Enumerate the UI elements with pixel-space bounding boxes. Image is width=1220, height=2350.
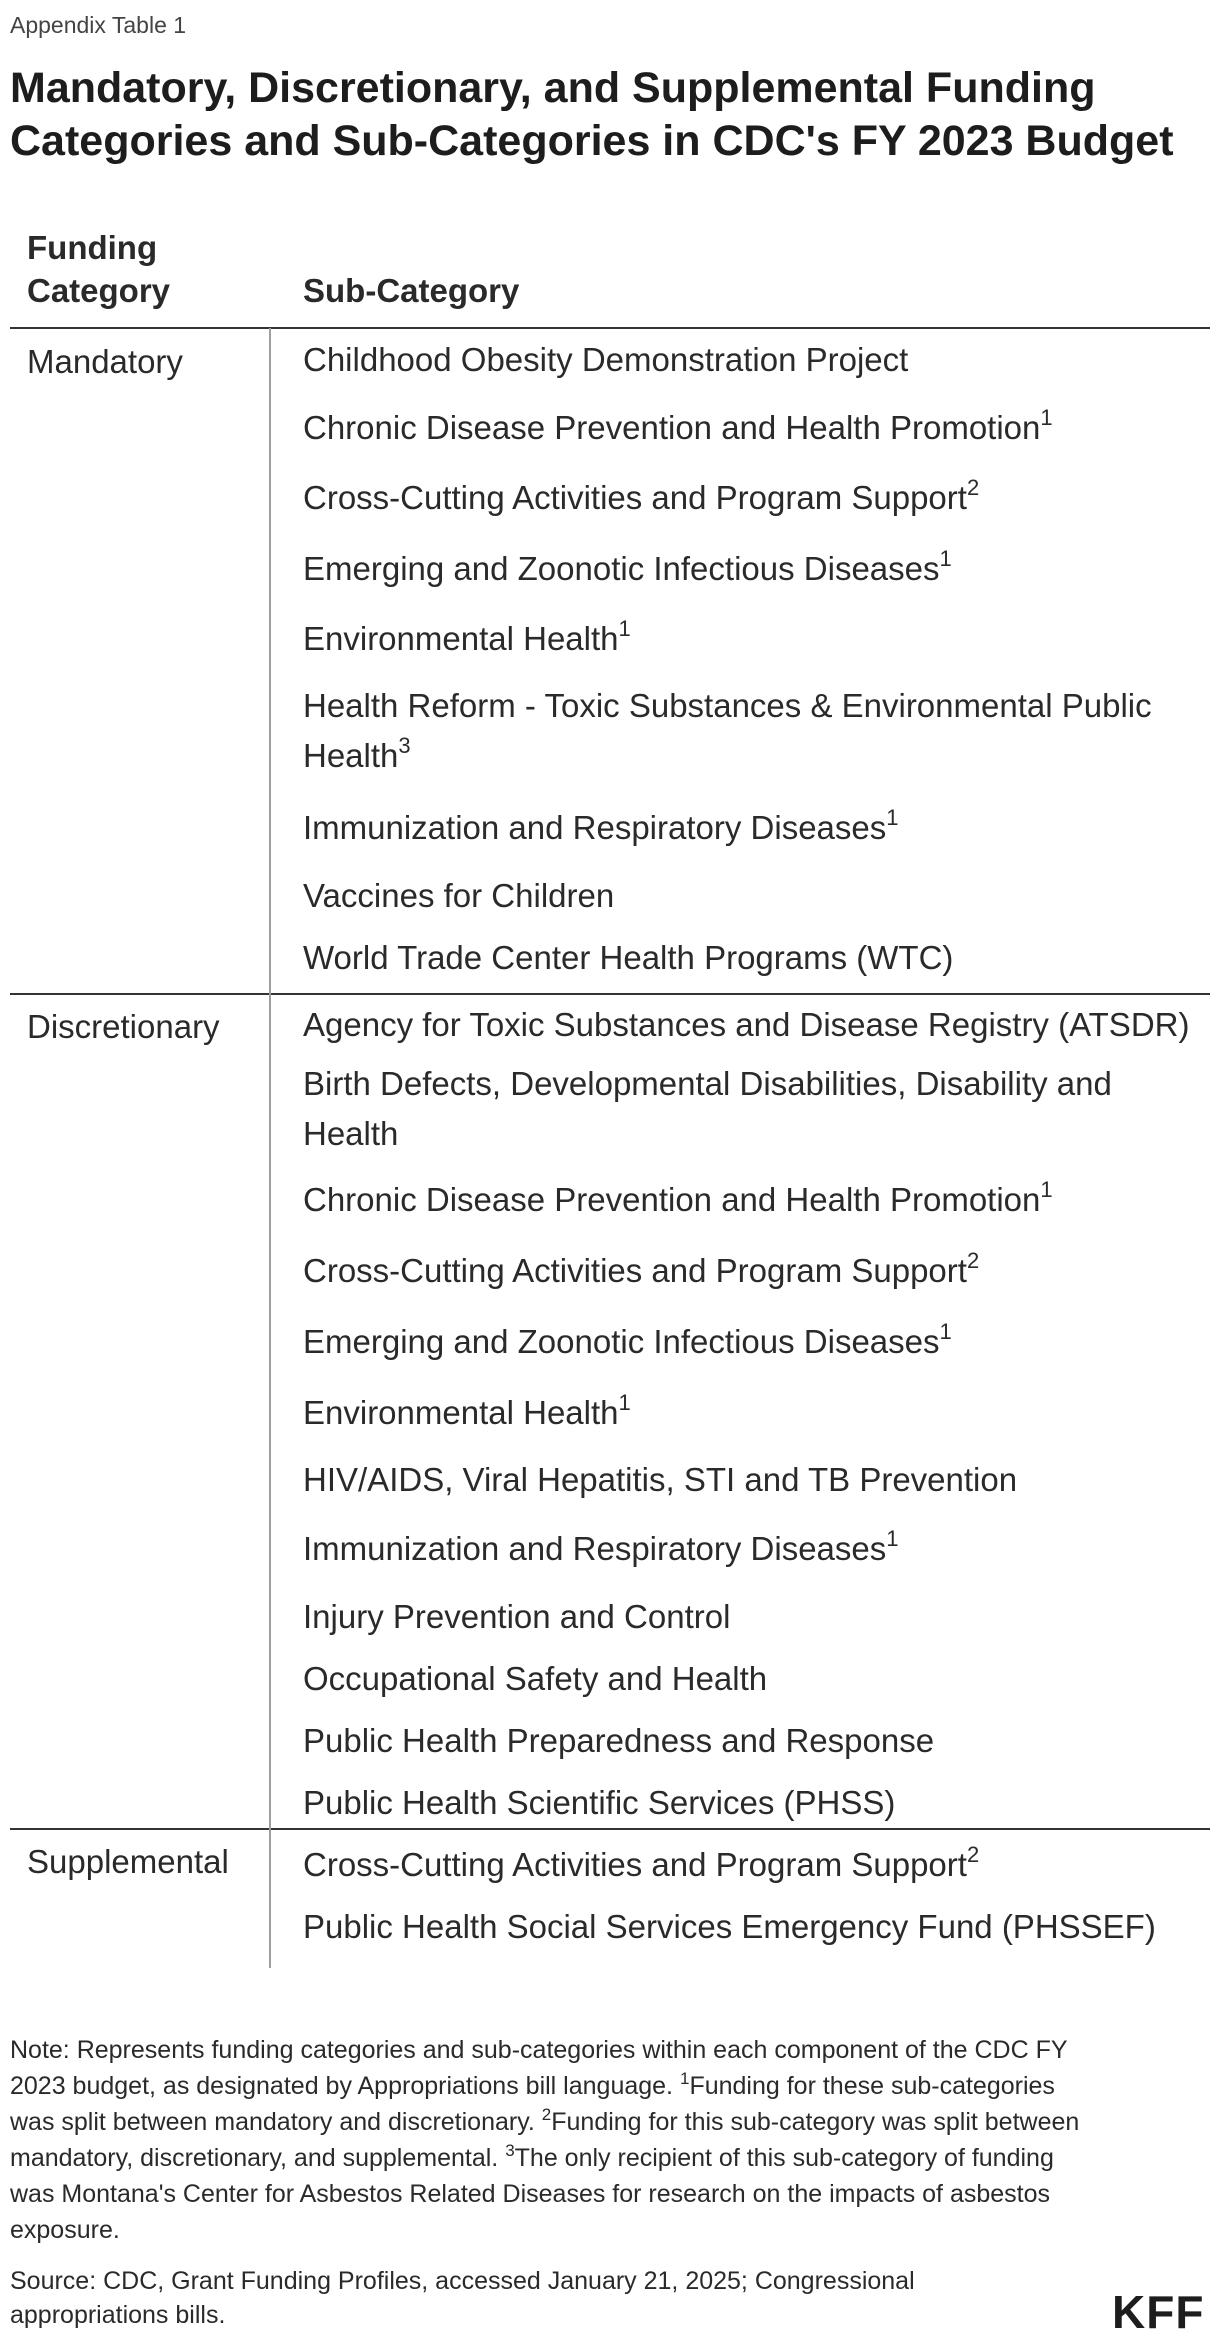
footnote-marker: 1: [618, 616, 631, 641]
category-group-2: [10, 1828, 1210, 1968]
sub-category-item: [303, 681, 1193, 781]
sub-category-text: Emerging and Zoonotic Infectious Diseases: [303, 550, 940, 587]
sub-category-text: HIV/AIDS, Viral Hepatitis, STI and TB Prevention: [303, 1461, 1018, 1498]
sub-category-text: Immunization and Respiratory Diseases: [303, 1530, 887, 1567]
sub-category-item: [303, 803, 1193, 853]
footnote-mark: 3: [505, 2141, 515, 2160]
footnote-marker: 1: [939, 1319, 952, 1344]
sub-category-item: [303, 473, 1193, 523]
footnote-marker: 1: [886, 1526, 899, 1551]
footnote-mark: 1: [679, 2069, 690, 2088]
note-intro: Note: Represents funding categories and sub-categories within each component of the CDC FY 2023 budget, as designated by Appropriations bill language.: [10, 2036, 1068, 2100]
sub-category-text: Occupational Safety and Health: [303, 1660, 768, 1697]
sub-category-text: Chronic Disease Prevention and Health Promotion: [303, 1181, 1041, 1218]
sub-category-item: [303, 614, 1193, 664]
sub-category-text: World Trade Center Health Programs (WTC): [303, 939, 954, 976]
funding-category-label: Mandatory: [27, 343, 183, 380]
footnote-marker: 3: [398, 733, 411, 758]
kff-logo: KFF: [1112, 2286, 1205, 2338]
sub-category-item: [303, 1524, 1193, 1574]
footnote-marker: 1: [618, 1390, 631, 1415]
sub-category-text: Emerging and Zoonotic Infectious Diseases: [303, 1323, 940, 1360]
sub-category-item: [303, 1317, 1193, 1367]
footnote-marker: 1: [886, 805, 899, 830]
sub-category-text: Public Health Preparedness and Response: [303, 1722, 935, 1759]
sub-category-item: [303, 1455, 1193, 1505]
sub-category-item: [303, 1902, 1193, 1952]
sub-category-text: Environmental Health: [303, 620, 619, 657]
footnote-text: Funding for this sub-category was split between mandatory, discretionary, and supplemental.: [10, 2108, 1080, 2172]
sub-category-item: [303, 1778, 1193, 1828]
column-header-sub-category: Sub-Category: [303, 272, 520, 309]
footnote-marker: 1: [1040, 1177, 1053, 1202]
sub-category-item: [303, 335, 1193, 385]
column-header-funding-category: Funding Category: [27, 229, 171, 309]
category-group-1: [10, 993, 1210, 1830]
sub-category-text: Public Health Social Services Emergency Fund (PHSSEF): [303, 1908, 1156, 1945]
page-title: Mandatory, Discretionary, and Supplemental Funding Categories and Sub-Categories in CDC's FY 2023 Budget: [10, 64, 1174, 165]
sub-category-item: [303, 1654, 1193, 1704]
sub-category-item: [303, 1592, 1193, 1642]
column-divider: [269, 993, 271, 1828]
column-divider: [269, 1828, 271, 1968]
funding-category-label: Supplemental: [27, 1843, 229, 1880]
table-note: [10, 2032, 1090, 2248]
sub-category-item: [303, 1175, 1193, 1225]
sub-category-text: Vaccines for Children: [303, 877, 615, 914]
sub-category-item: [303, 1840, 1193, 1890]
column-divider: [269, 328, 271, 993]
sub-category-text: Birth Defects, Developmental Disabilities, Disability and Health: [303, 1065, 1112, 1152]
sub-category-item: [303, 1059, 1193, 1159]
sub-category-text: Cross-Cutting Activities and Program Support: [303, 1846, 967, 1883]
category-group-0: [10, 328, 1210, 995]
sub-category-text: Cross-Cutting Activities and Program Support: [303, 479, 967, 516]
sub-category-item: [303, 933, 1193, 983]
sub-category-text: Environmental Health: [303, 1394, 619, 1431]
sub-category-text: Chronic Disease Prevention and Health Promotion: [303, 409, 1041, 446]
footnote-text: Funding for these sub-categories was split between mandatory and discretionary.: [10, 2072, 1055, 2136]
sub-category-item: [303, 1000, 1193, 1050]
footnote-mark: 2: [541, 2105, 552, 2124]
sub-category-item: [303, 544, 1193, 594]
footnote-marker: 2: [966, 1842, 980, 1867]
sub-category-item: [303, 1246, 1193, 1296]
sub-category-item: [303, 871, 1193, 921]
funding-category-label: Discretionary: [27, 1008, 220, 1045]
sub-category-text: Public Health Scientific Services (PHSS): [303, 1784, 896, 1821]
sub-category-item: [303, 1388, 1193, 1438]
footnote-marker: 1: [1040, 405, 1053, 430]
sub-category-text: Injury Prevention and Control: [303, 1598, 731, 1635]
sub-category-text: Cross-Cutting Activities and Program Support: [303, 1252, 967, 1289]
footnote-marker: 2: [966, 1248, 980, 1273]
sub-category-item: [303, 403, 1193, 453]
sub-category-text: Health Reform - Toxic Substances & Environmental Public Health: [303, 687, 1152, 774]
footnote-text: The only recipient of this sub-category of funding was Montana's Center for Asbestos Related Diseases for research on the impacts of asbestos exposure.: [10, 2144, 1054, 2244]
sub-category-text: Agency for Toxic Substances and Disease Registry (ATSDR): [303, 1006, 1190, 1043]
table-kicker: Appendix Table 1: [10, 12, 187, 38]
sub-category-item: [303, 1716, 1193, 1766]
sub-category-text: Childhood Obesity Demonstration Project: [303, 341, 909, 378]
source-line: Source: CDC, Grant Funding Profiles, accessed January 21, 2025; Congressional appropriations bills.: [10, 2267, 915, 2329]
sub-category-text: Immunization and Respiratory Diseases: [303, 809, 887, 846]
footnote-marker: 2: [966, 475, 980, 500]
footnote-marker: 1: [939, 546, 952, 571]
